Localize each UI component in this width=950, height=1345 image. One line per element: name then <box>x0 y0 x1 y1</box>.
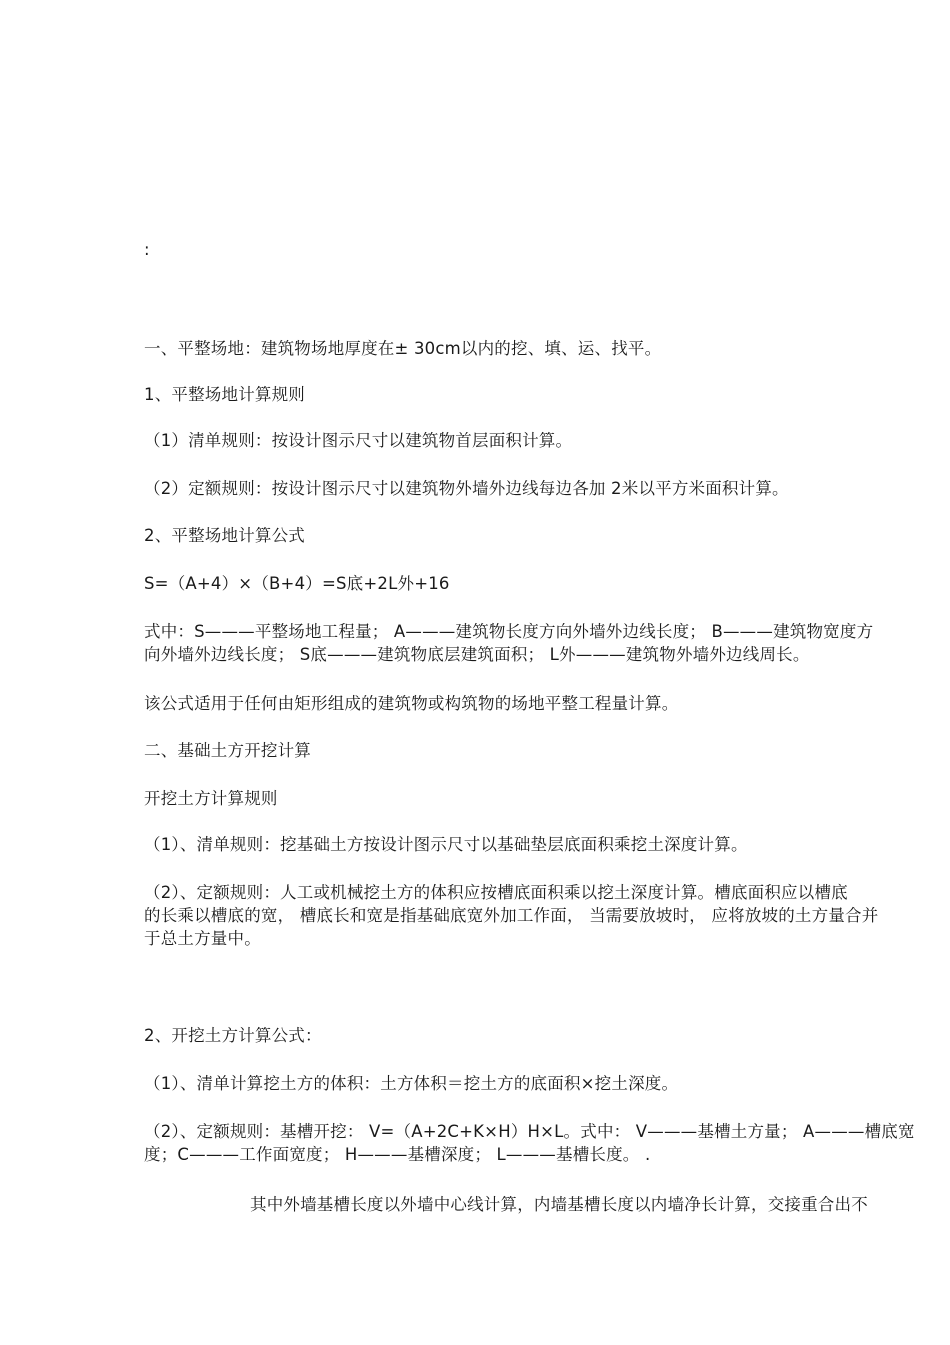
section-marker: : <box>144 240 150 259</box>
excavation-formula-heading: 2、开挖土方计算公式： <box>144 1026 322 1045</box>
trench-formula-line-1: （2）、定额规则：基槽开挖： V=（A+2C+K×H）H×L。式中： V———基槽土方量； A———槽底宽 <box>144 1122 915 1141</box>
site-leveling-formula: S=（A+4）×（B+4）=S底+2L外+16 <box>144 574 450 593</box>
formula-definitions-paragraph <box>144 620 948 666</box>
formula-definitions-line-2: 向外墙外边线长度； S底———建筑物底层建筑面积； L外———建筑物外墙外边线周长。 <box>144 645 810 664</box>
bill-rule-paragraph: （1）清单规则：按设计图示尺寸以建筑物首层面积计算。 <box>144 431 573 450</box>
excavation-quota-rule-line-3: 于总土方量中。 <box>144 929 261 948</box>
trench-formula-paragraph <box>144 1120 948 1166</box>
excavation-quota-rule-line-1: （2）、定额规则：人工或机械挖土方的体积应按槽底面积乘以挖土深度计算。槽底面积应以槽底 <box>144 883 848 902</box>
excavation-rules-heading: 开挖土方计算规则 <box>144 789 278 808</box>
section-1-title: 一、平整场地：建筑物场地厚度在± 30cm以内的挖、填、运、找平。 <box>144 339 662 358</box>
formula-definitions-line-1: 式中：S———平整场地工程量； A———建筑物长度方向外墙外边线长度； B———建筑物宽度方 <box>144 622 874 641</box>
excavation-quota-rule-paragraph <box>144 881 948 950</box>
excavation-bill-rule: （1）、清单规则：挖基础土方按设计图示尺寸以基础垫层底面积乘挖土深度计算。 <box>144 835 748 854</box>
section-2-title: 二、基础土方开挖计算 <box>144 741 311 760</box>
excavation-quota-rule-line-2: 的长乘以槽底的宽， 槽底长和宽是指基础底宽外加工作面， 当需要放坡时， 应将放坡的土方量合并 <box>144 906 879 925</box>
site-leveling-rules-heading: 1、平整场地计算规则 <box>144 385 305 404</box>
trench-length-note: 其中外墙基槽长度以外墙中心线计算，内墙基槽长度以内墙净长计算，交接重合出不 <box>250 1195 868 1214</box>
site-leveling-formula-heading: 2、平整场地计算公式 <box>144 526 305 545</box>
formula-applicability-note: 该公式适用于任何由矩形组成的建筑物或构筑物的场地平整工程量计算。 <box>144 694 679 713</box>
quota-rule-paragraph: （2）定额规则：按设计图示尺寸以建筑物外墙外边线每边各加 2米以平方米面积计算。 <box>144 479 789 498</box>
trench-formula-line-2: 度；C———工作面宽度； H———基槽深度； L———基槽长度。 . <box>144 1145 651 1164</box>
excavation-bill-formula: （1）、清单计算挖土方的体积：土方体积＝挖土方的底面积×挖土深度。 <box>144 1074 679 1093</box>
